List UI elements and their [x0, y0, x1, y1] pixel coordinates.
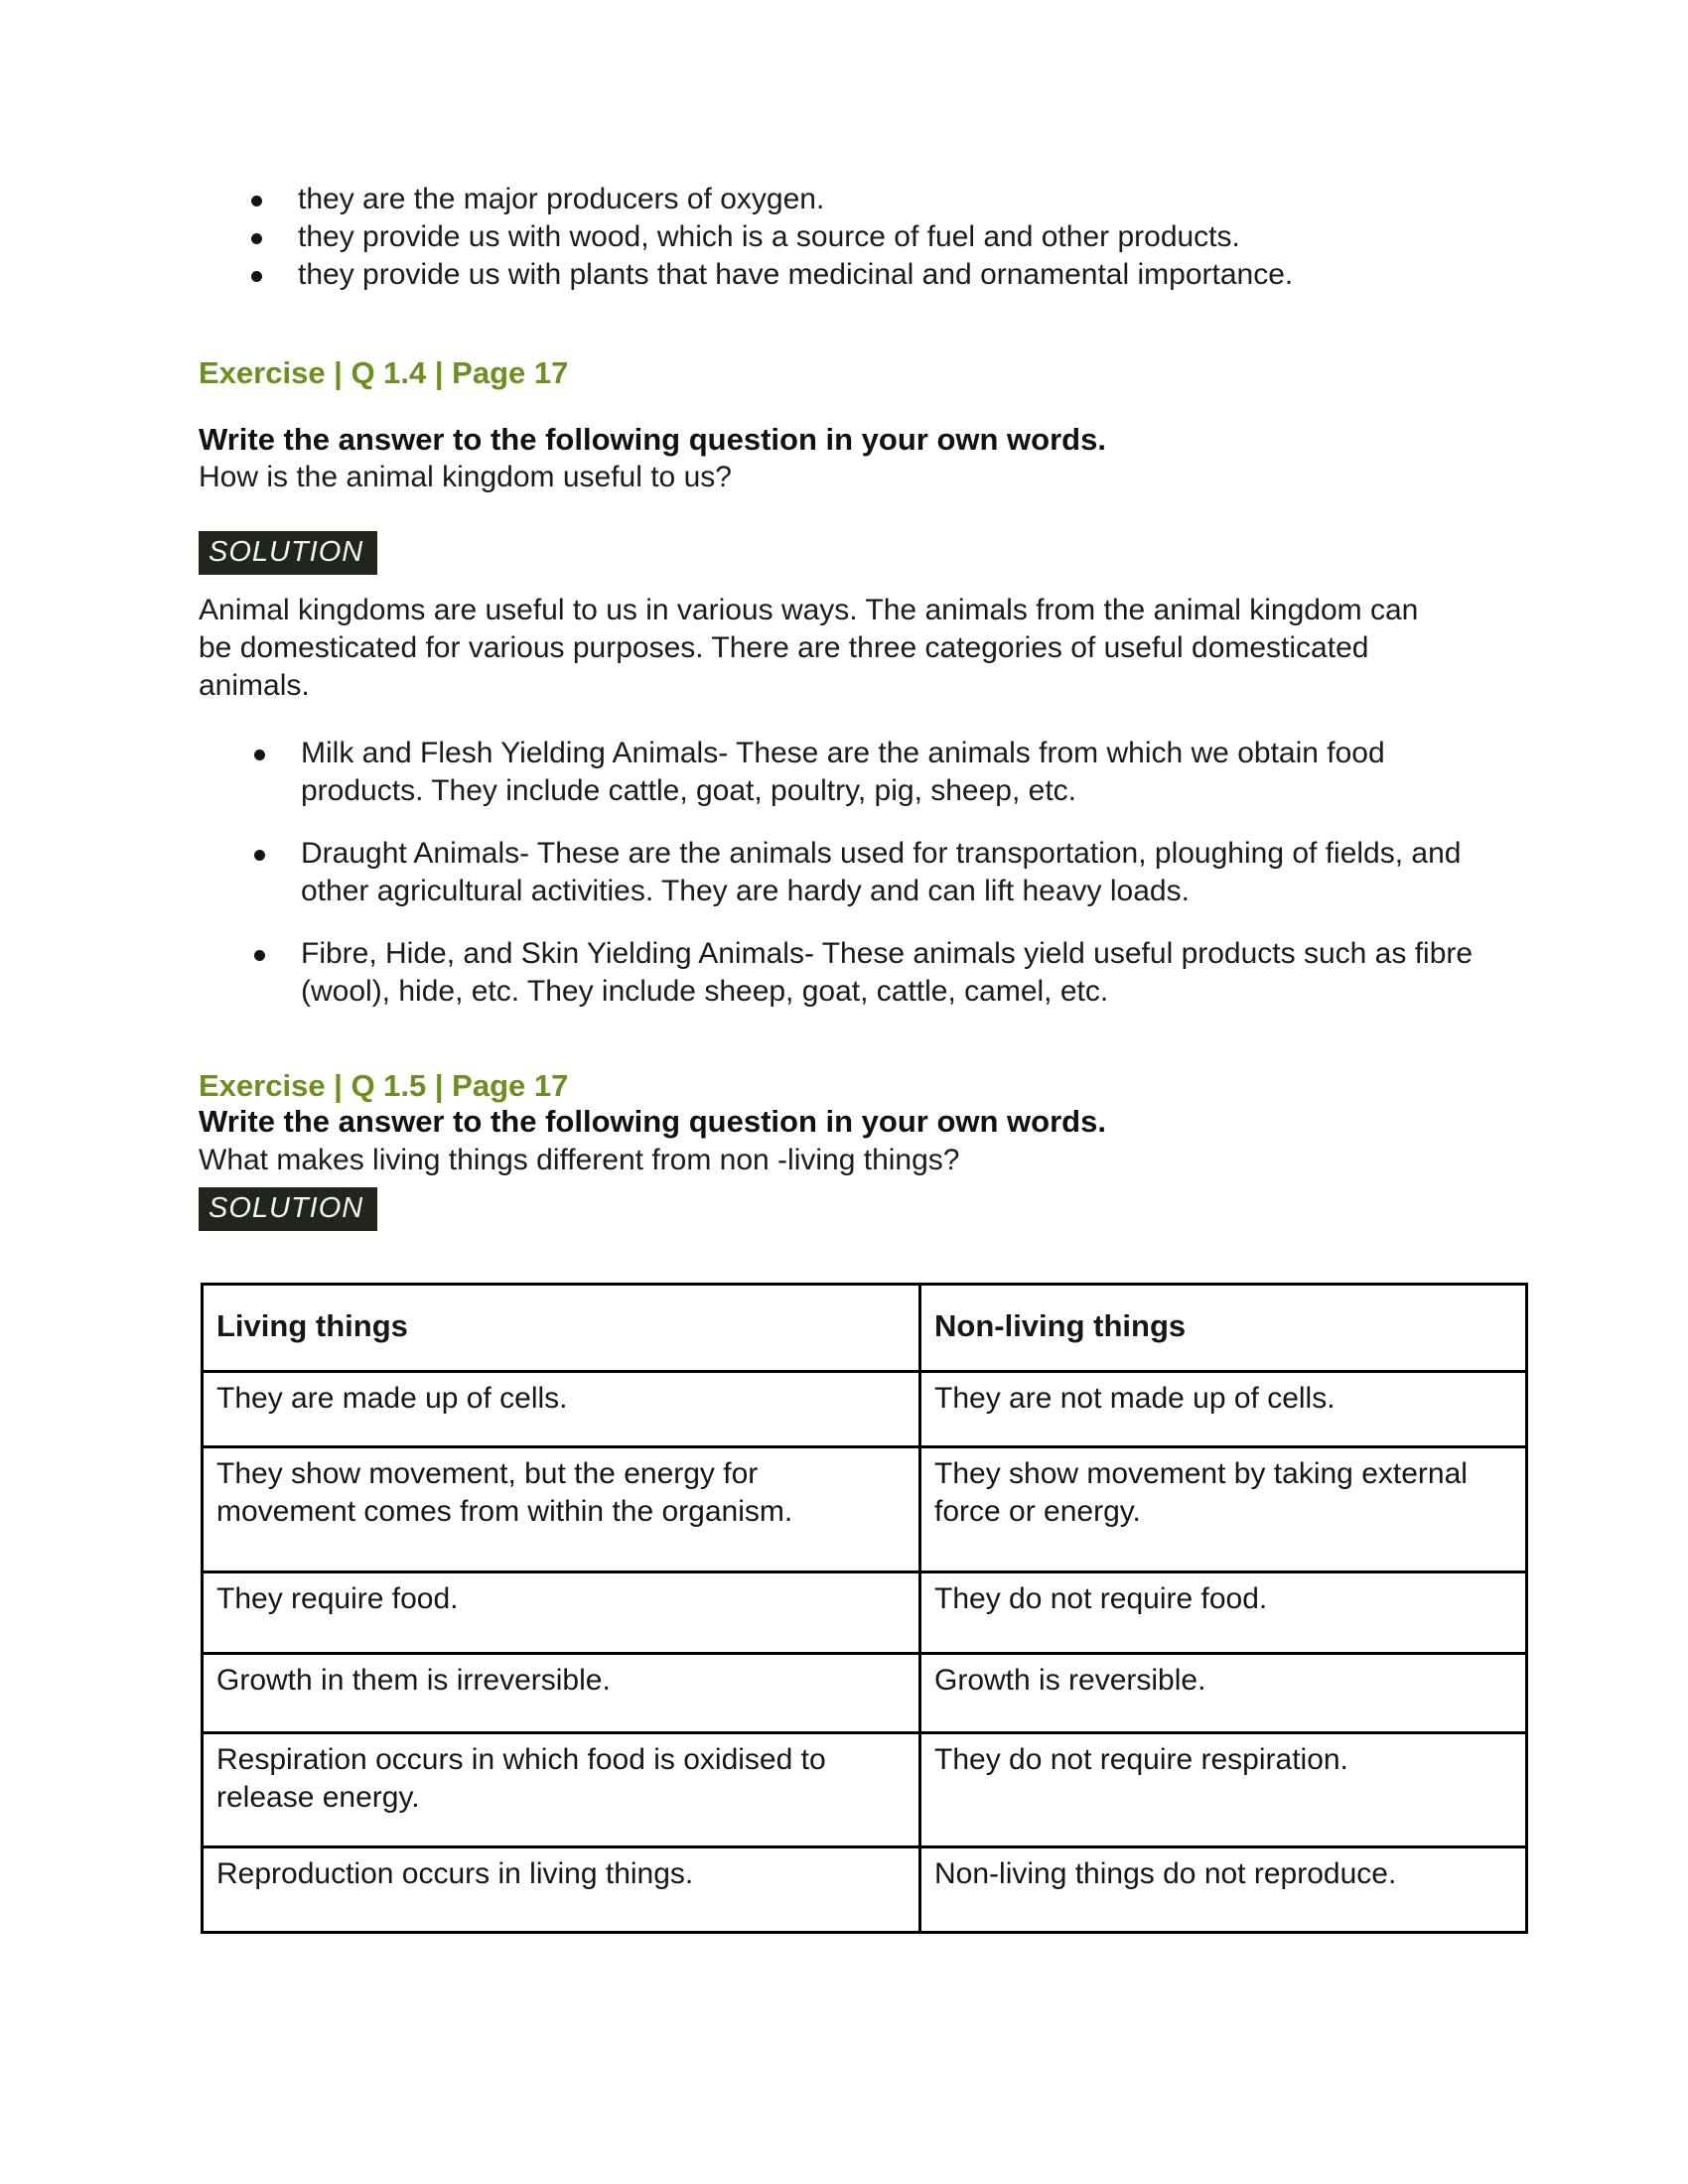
solution-paragraph: Animal kingdoms are useful to us in various ways. The animals from the animal kingdom can be domesticated for various purposes. There are three categories of useful domesticated animals.: [199, 594, 1419, 702]
exercise-1-5-heading: Exercise | Q 1.5 | Page 17: [199, 1068, 569, 1103]
table-cell: Growth in them is irreversible.: [203, 1654, 920, 1733]
solution-bullet-list: [254, 735, 1542, 1035]
table-header-row: [203, 1285, 1527, 1372]
table-row: [203, 1572, 1527, 1654]
solution-badge: SOLUTION: [199, 1187, 377, 1231]
table-cell: They do not require food.: [920, 1572, 1527, 1654]
intro-bullet-item: they are the major producers of oxygen.: [243, 181, 1554, 218]
table-row: [203, 1654, 1527, 1733]
intro-bullet-list: [243, 181, 1554, 294]
table-cell: They are made up of cells.: [203, 1372, 920, 1447]
table-cell: Growth is reversible.: [920, 1654, 1527, 1733]
intro-bullet-item: they provide us with wood, which is a source of fuel and other products.: [243, 218, 1554, 256]
table-cell: Non-living things do not reproduce.: [920, 1847, 1527, 1933]
solution-bullet-item: Fibre, Hide, and Skin Yielding Animals- These animals yield useful products such as fibre (wool), hide, etc. They include sheep, goat, cattle, camel, etc.: [254, 935, 1542, 1011]
intro-bullet-item: they provide us with plants that have medicinal and ornamental importance.: [243, 256, 1554, 294]
solution-badge: SOLUTION: [199, 531, 377, 575]
table-row: [203, 1372, 1527, 1447]
comparison-table: [201, 1283, 1528, 1934]
exercise-1-5-question: What makes living things different from non -living things?: [199, 1144, 960, 1176]
exercise-1-4-instruction: Write the answer to the following question in your own words.: [199, 422, 1106, 457]
table-cell: Respiration occurs in which food is oxidised to release energy.: [203, 1733, 920, 1847]
table-header-living: Living things: [203, 1285, 920, 1372]
table-row: [203, 1447, 1527, 1572]
exercise-1-4-heading: Exercise | Q 1.4 | Page 17: [199, 355, 569, 390]
table-cell: They require food.: [203, 1572, 920, 1654]
table-header-nonliving: Non-living things: [920, 1285, 1527, 1372]
table-cell: They are not made up of cells.: [920, 1372, 1527, 1447]
table-cell: They show movement, but the energy for movement comes from within the organism.: [203, 1447, 920, 1572]
solution-bullet-item: Draught Animals- These are the animals used for transportation, ploughing of fields, and other agricultural activities. They are hardy and can lift heavy loads.: [254, 835, 1507, 910]
solution-bullet-item: Milk and Flesh Yielding Animals- These are the animals from which we obtain food products. They include cattle, goat, poultry, pig, sheep, etc.: [254, 735, 1507, 810]
table-cell: They do not require respiration.: [920, 1733, 1527, 1847]
exercise-1-4-question: How is the animal kingdom useful to us?: [199, 461, 732, 493]
exercise-1-5-instruction: Write the answer to the following question in your own words.: [199, 1104, 1106, 1139]
table-row: [203, 1733, 1527, 1847]
table-cell: They show movement by taking external force or energy.: [920, 1447, 1527, 1572]
table-cell: Reproduction occurs in living things.: [203, 1847, 920, 1933]
table-row: [203, 1847, 1527, 1933]
